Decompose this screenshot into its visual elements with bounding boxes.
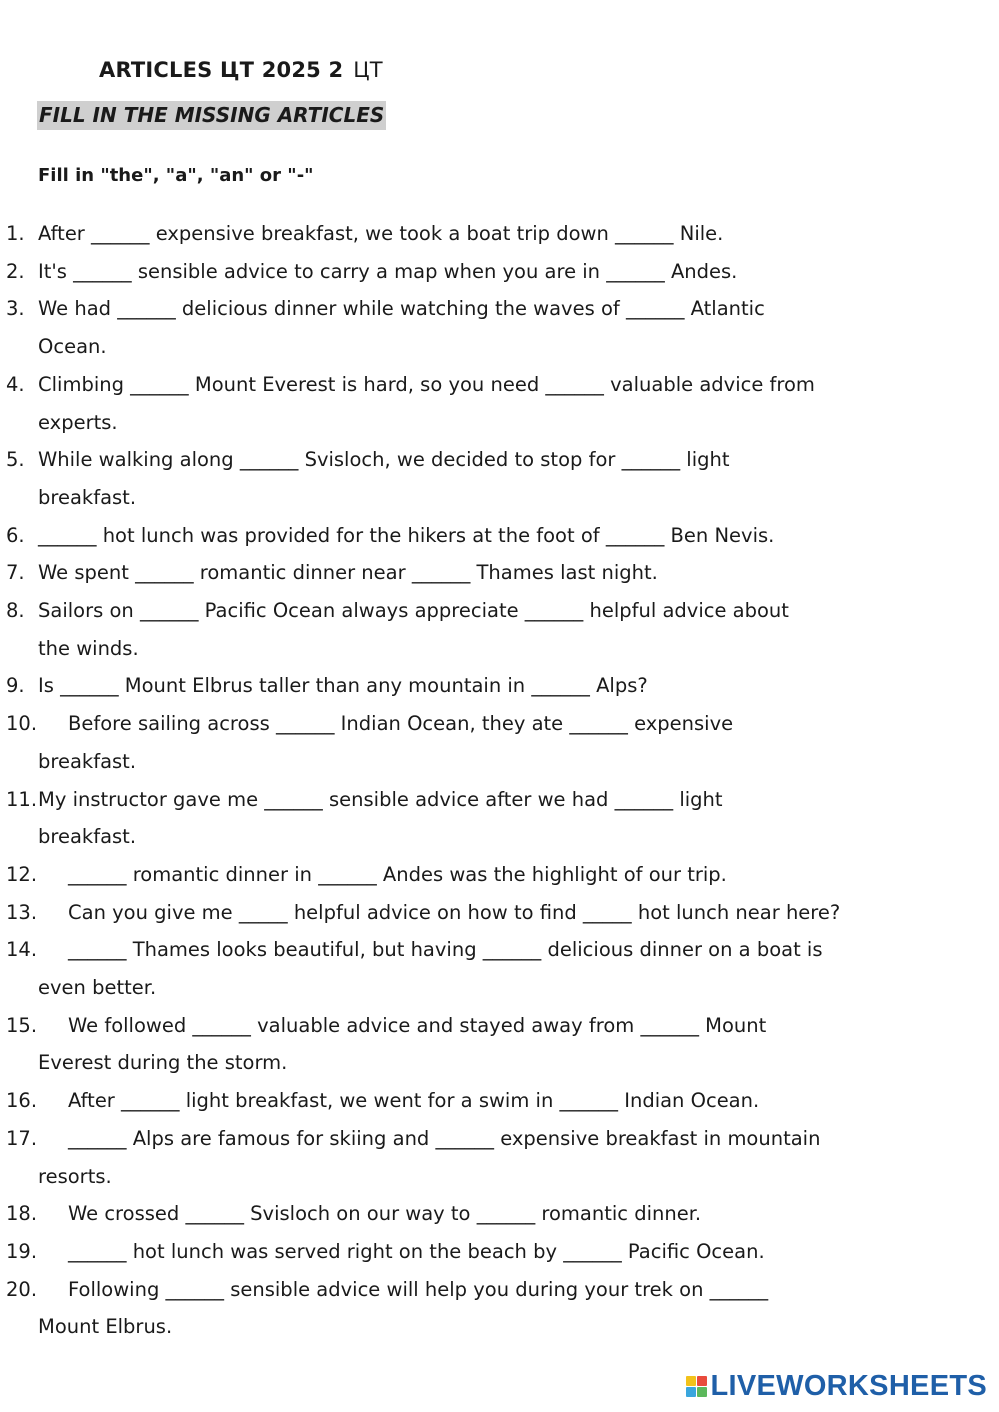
question-item	[0, 894, 999, 932]
question-text-line: resorts.	[38, 1164, 112, 1188]
question-item	[0, 517, 999, 555]
question-text-line: ______ hot lunch was provided for the hikers at the foot of ______ Ben Nevis.	[38, 523, 775, 547]
question-text-line: It's ______ sensible advice to carry a map when you are in ______ Andes.	[38, 259, 738, 283]
section-heading: FILL IN THE MISSING ARTICLES	[37, 101, 386, 130]
question-number: 8.	[6, 599, 25, 623]
question-item	[0, 856, 999, 894]
question-text-line: Is ______ Mount Elbrus taller than any mountain in ______ Alps?	[38, 674, 648, 698]
instruction-text: Fill in "the", "a", "an" or "-"	[38, 165, 314, 186]
question-text-line: Sailors on ______ Pacific Ocean always appreciate ______ helpful advice about	[38, 599, 789, 623]
title-main: ARTICLES ЦТ 2025 2	[99, 58, 344, 82]
question-text-line: My instructor gave me ______ sensible advice after we had ______ light	[38, 787, 723, 811]
question-number: 4.	[6, 372, 25, 396]
question-number: 9.	[6, 674, 25, 698]
question-text-line: ______ Alps are famous for skiing and ______ expensive breakfast in mountain	[68, 1126, 821, 1150]
question-text-line: experts.	[38, 410, 118, 434]
page-title	[99, 58, 383, 82]
question-item	[0, 1007, 999, 1082]
question-text-line: We had ______ delicious dinner while watching the waves of ______ Atlantic	[38, 297, 765, 321]
question-text-line: Following ______ sensible advice will help you during your trek on ______	[68, 1277, 769, 1301]
question-number: 17.	[6, 1126, 38, 1150]
question-text-line: breakfast.	[38, 485, 137, 509]
question-text-line: We crossed ______ Svisloch on our way to ______ romantic dinner.	[68, 1202, 702, 1226]
question-text-line: even better.	[38, 976, 157, 1000]
brand-name: LIVEWORKSHEETS	[710, 1370, 987, 1402]
question-text-line: breakfast.	[38, 825, 137, 849]
question-text-line: While walking along ______ Svisloch, we decided to stop for ______ light	[38, 448, 730, 472]
question-number: 14.	[6, 938, 38, 962]
question-item	[0, 592, 999, 667]
question-item	[0, 253, 999, 291]
question-item	[0, 290, 999, 365]
question-text-line: Before sailing across ______ Indian Ocean, they ate ______ expensive	[68, 712, 734, 736]
question-item	[0, 366, 999, 441]
question-number: 19.	[6, 1239, 38, 1263]
question-number: 1.	[6, 222, 25, 245]
question-item	[0, 667, 999, 705]
question-number: 16.	[6, 1089, 38, 1113]
question-number: 15.	[6, 1013, 38, 1037]
question-number: 12.	[6, 862, 38, 886]
question-item	[0, 1120, 999, 1195]
footer-brand	[686, 1370, 988, 1403]
question-number: 7.	[6, 561, 25, 585]
question-item	[0, 441, 999, 516]
question-number: 5.	[6, 448, 25, 472]
question-text-line: the winds.	[38, 636, 139, 660]
question-item	[0, 554, 999, 592]
question-item	[0, 1271, 999, 1346]
question-text-line: ______ hot lunch was served right on the beach by ______ Pacific Ocean.	[68, 1239, 765, 1263]
question-number: 18.	[6, 1202, 38, 1226]
question-text-line: After ______ light breakfast, we went for a swim in ______ Indian Ocean.	[68, 1089, 760, 1113]
question-text-line: Mount Elbrus.	[38, 1315, 173, 1339]
title-tail: ЦТ	[353, 58, 383, 82]
question-item	[0, 215, 999, 253]
question-number: 6.	[6, 523, 25, 547]
question-text-line: breakfast.	[38, 749, 137, 773]
question-item	[0, 1195, 999, 1233]
question-text-line: Ocean.	[38, 335, 107, 359]
question-number: 10.	[6, 712, 38, 736]
question-item	[0, 1233, 999, 1271]
question-number: 13.	[6, 900, 38, 924]
question-number: 11.	[6, 787, 38, 811]
question-item	[0, 781, 999, 856]
liveworksheets-logo-icon	[686, 1376, 707, 1397]
question-number: 2.	[6, 259, 25, 283]
question-number: 3.	[6, 297, 25, 321]
question-number: 20.	[6, 1277, 38, 1301]
question-item	[0, 705, 999, 780]
question-item	[0, 1082, 999, 1120]
question-text-line: ______ romantic dinner in ______ Andes was the highlight of our trip.	[68, 862, 727, 886]
question-text-line: Can you give me _____ helpful advice on how to find _____ hot lunch near here?	[68, 900, 841, 924]
question-text-line: We followed ______ valuable advice and stayed away from ______ Mount	[68, 1013, 767, 1037]
question-text-line: Everest during the storm.	[38, 1051, 288, 1075]
question-text-line: We spent ______ romantic dinner near ______ Thames last night.	[38, 561, 658, 585]
question-text-line: ______ Thames looks beautiful, but having ______ delicious dinner on a boat is	[68, 938, 823, 962]
question-text-line: After ______ expensive breakfast, we took a boat trip down ______ Nile.	[38, 222, 724, 245]
question-item	[0, 931, 999, 1006]
question-list	[0, 215, 999, 1346]
question-text-line: Climbing ______ Mount Everest is hard, so you need ______ valuable advice from	[38, 372, 815, 396]
